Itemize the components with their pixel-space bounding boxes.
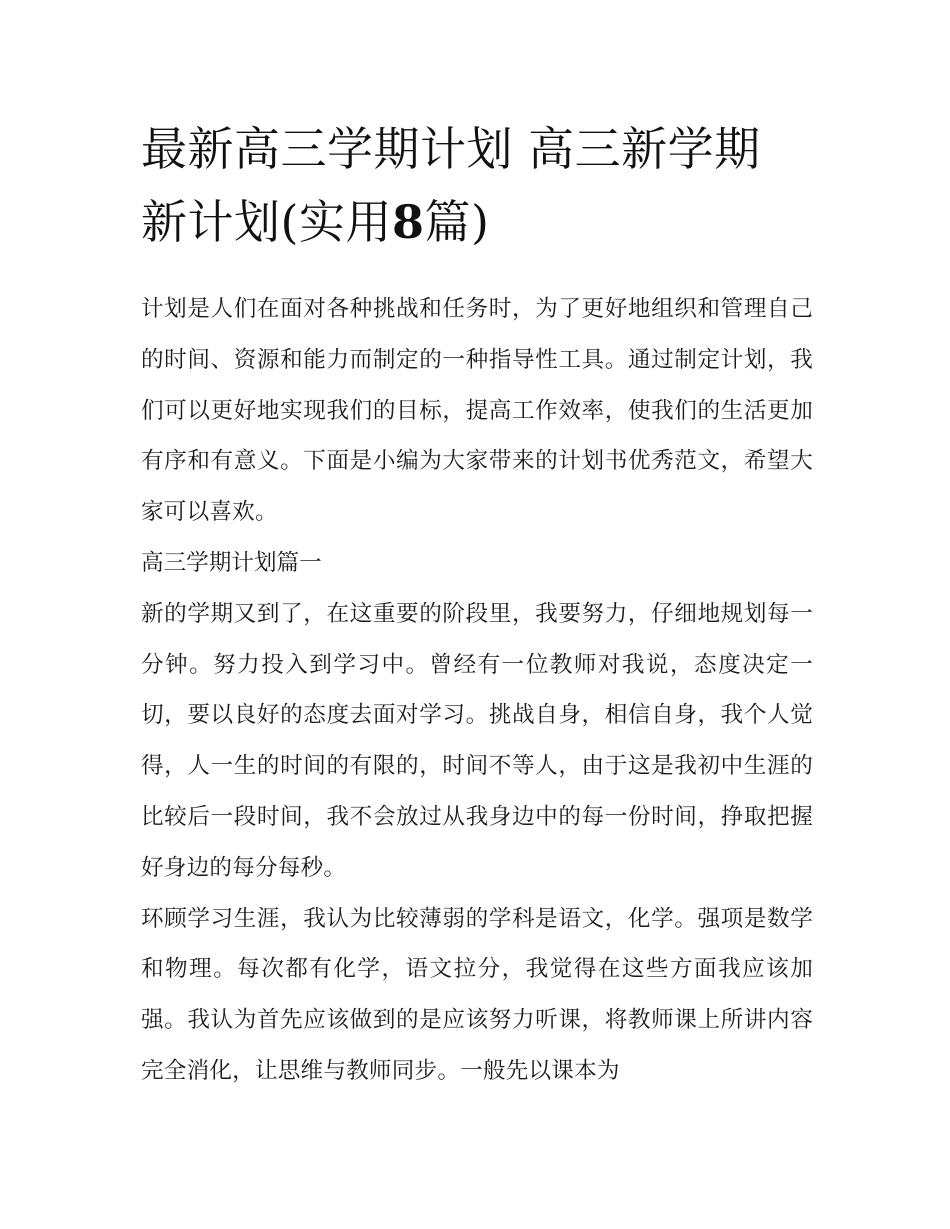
body-paragraph-1: 新的学期又到了，在这重要的阶段里，我要努力，仔细地规划每一分钟。努力投入到学习中。曾经有一位教师对我说，态度决定一切，要以良好的态度去面对学习。挑战自身，相信自身，我个人觉得，人一生的时间的有限的，时间不等人，由于这是我初中生涯的比较后一段时间，我不会放过从我身边中的每一份时间，挣取把握好身边的每分每秒。 xyxy=(141,600,813,881)
document-content xyxy=(141,113,813,1097)
section-heading: 高三学期计划篇一 xyxy=(141,549,322,576)
document-title xyxy=(141,113,813,259)
body-paragraph-2: 环顾学习生涯，我认为比较薄弱的学科是语文，化学。强项是数学和物理。每次都有化学，语文拉分，我觉得在这些方面我应该加强。我认为首先应该做到的是应该努力听课，将教师课上所讲内容完全消化，让思维与教师同步。一般先以课本为 xyxy=(141,905,813,1084)
title-line-2-part-a: 新计划(实用 xyxy=(141,195,392,249)
intro-paragraph: 计划是人们在面对各种挑战和任务时，为了更好地组织和管理自己的时间、资源和能力而制定的一种指导性工具。通过制定计划，我们可以更好地实现我们的目标，提高工作效率，使我们的生活更加有序和有意义。下面是小编为大家带来的计划书优秀范文，希望大家可以喜欢。 xyxy=(141,296,813,526)
title-line-2-part-c: 篇) xyxy=(424,195,490,249)
title-line-2-number: 8 xyxy=(391,195,425,249)
title-line-1: 最新高三学期计划 高三新学期 xyxy=(141,122,761,176)
